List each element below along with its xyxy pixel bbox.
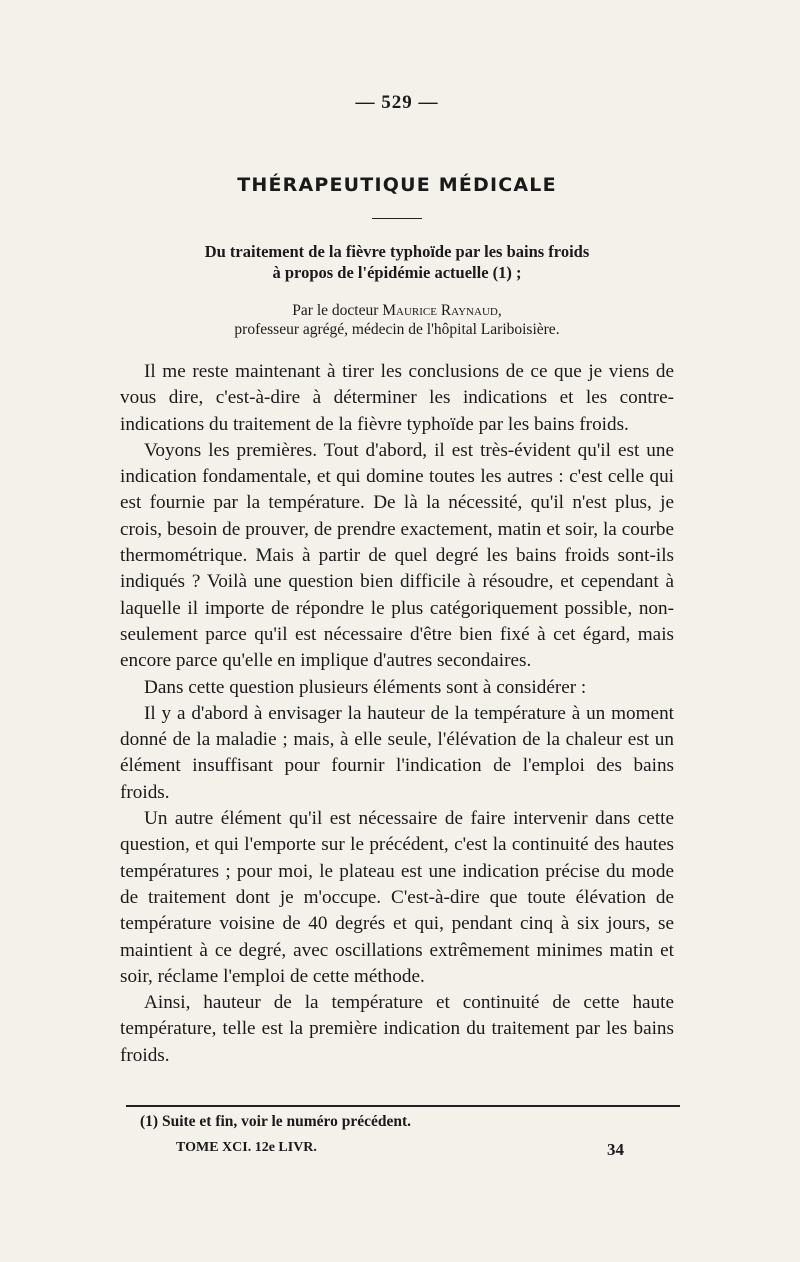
byline-author: Maurice Raynaud, (382, 302, 502, 319)
byline-role: professeur agrégé, médecin de l'hôpital Lariboisière. (234, 321, 560, 338)
article-title-line-1: Du traitement de la fièvre typhoïde par les bains froids (204, 242, 590, 261)
article-title-line-2: à propos de l'épidémie actuelle (1) ; (272, 263, 522, 282)
paragraph-4: Il y a d'abord à envisager la hauteur de la température à un moment donné de la maladie ; mais, à elle seule, l'élévation de la chaleur est un élément insuffisant pour fournir l'indication de l'emploi des bains froids. (120, 702, 674, 803)
page-footer (176, 1140, 624, 1160)
footnote-rule (126, 1105, 680, 1107)
title-divider (372, 218, 422, 219)
article-title (120, 241, 674, 283)
volume-label: TOME XCI. 12e LIVR. (176, 1140, 317, 1155)
section-title: THÉRAPEUTIQUE MÉDICALE (237, 174, 557, 196)
paragraph-2: Voyons les premières. Tout d'abord, il est très-évident qu'il est une indication fondamentale, et qui domine toutes les autres : c'est celle qui est fournie par la température. De là la nécessité, qu'il n'est plus, je crois, besoin de prouver, de prendre exactement, matin et soir, la courbe thermométrique. Mais à partir de quel degré les bains froids sont-ils indiqués ? Voilà une question bien difficile à résoudre, et cependant à laquelle il importe de répondre le plus catégoriquement possible, non-seulement parce qu'il est nécessaire d'être bien fixé à cet égard, mais encore parce qu'elle en implique d'autres secondaires. (120, 439, 674, 672)
paragraph-5: Un autre élément qu'il est nécessaire de faire intervenir dans cette question, et qui l'emporte sur le précédent, c'est la continuité des hautes températures ; pour moi, le plateau est une indication précise du mode de traitement dont je m'occupe. C'est-à-dire que toute élévation de température voisine de 40 degrés et qui, pendant cinq à six jours, se maintient à ce degré, avec oscillations extrêmement minimes matin et soir, réclame l'emploi de cette méthode. (120, 808, 674, 987)
signature-number: 34 (607, 1140, 624, 1159)
article-body (120, 359, 674, 1069)
paragraph-1: Il me reste maintenant à tirer les conclusions de ce que je viens de vous dire, c'est-à-dire à déterminer les indications et les contre-indications du traitement de la fièvre typhoïde par les bains froids. (120, 361, 674, 435)
paragraph-3: Dans cette question plusieurs éléments sont à considérer : (144, 676, 587, 698)
byline-author-line (120, 301, 674, 320)
byline-prefix: Par le docteur (292, 302, 383, 319)
paragraph-6: Ainsi, hauteur de la température et continuité de cette haute température, telle est la première indication du traitement par les bains froids. (120, 992, 674, 1066)
document-page (120, 92, 674, 1069)
footnote: (1) Suite et fin, voir le numéro précédent. (140, 1113, 412, 1130)
page-number: — 529 — (355, 92, 439, 113)
byline (120, 301, 674, 339)
